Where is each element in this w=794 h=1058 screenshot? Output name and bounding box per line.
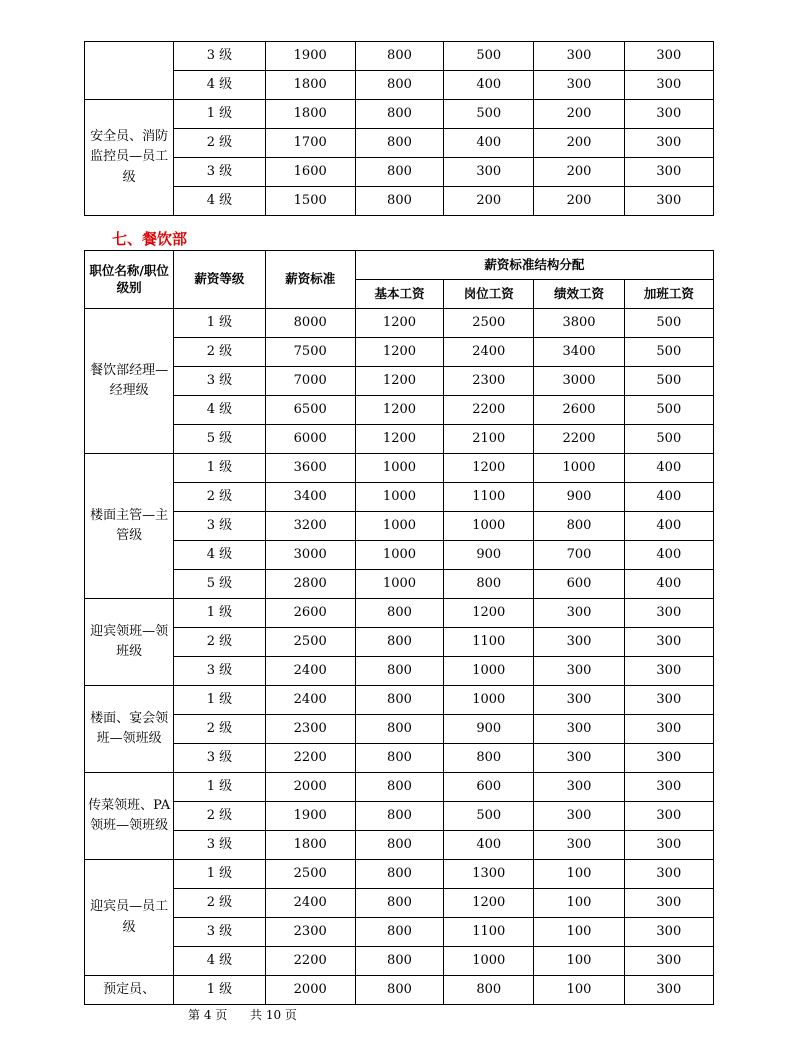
basic-cell: 1000 bbox=[355, 512, 443, 541]
position-cell bbox=[85, 42, 174, 100]
table-row bbox=[85, 454, 714, 483]
standard-cell: 3400 bbox=[265, 483, 355, 512]
position-cell: 楼面主管—主管级 bbox=[85, 454, 174, 599]
performance-cell: 200 bbox=[534, 158, 624, 187]
grade-cell: 3 级 bbox=[174, 657, 265, 686]
overtime-cell: 300 bbox=[624, 744, 713, 773]
grade-cell: 1 级 bbox=[174, 454, 265, 483]
overtime-cell: 300 bbox=[624, 976, 713, 1005]
overtime-cell: 300 bbox=[624, 715, 713, 744]
standard-cell: 2600 bbox=[265, 599, 355, 628]
standard-cell: 2000 bbox=[265, 773, 355, 802]
position-cell: 楼面、宴会领班—领班级 bbox=[85, 686, 174, 773]
grade-cell: 3 级 bbox=[174, 158, 265, 187]
standard-cell: 7500 bbox=[265, 338, 355, 367]
overtime-cell: 300 bbox=[624, 802, 713, 831]
post-cell: 1200 bbox=[444, 599, 534, 628]
table-row bbox=[85, 976, 714, 1005]
post-cell: 1000 bbox=[444, 947, 534, 976]
standard-cell: 1600 bbox=[265, 158, 355, 187]
performance-cell: 300 bbox=[534, 599, 624, 628]
catering-salary-table bbox=[84, 250, 714, 1005]
performance-cell: 3000 bbox=[534, 367, 624, 396]
overtime-cell: 500 bbox=[624, 338, 713, 367]
performance-cell: 200 bbox=[534, 129, 624, 158]
basic-cell: 800 bbox=[355, 889, 443, 918]
grade-cell: 2 级 bbox=[174, 129, 265, 158]
performance-cell: 300 bbox=[534, 715, 624, 744]
overtime-cell: 300 bbox=[624, 187, 713, 216]
table-row bbox=[85, 744, 714, 773]
header-performance: 绩效工资 bbox=[534, 280, 624, 309]
table-row bbox=[85, 802, 714, 831]
basic-cell: 800 bbox=[355, 831, 443, 860]
performance-cell: 3400 bbox=[534, 338, 624, 367]
post-cell: 1000 bbox=[444, 657, 534, 686]
position-cell: 迎宾领班—领班级 bbox=[85, 599, 174, 686]
overtime-cell: 400 bbox=[624, 570, 713, 599]
grade-cell: 2 级 bbox=[174, 802, 265, 831]
post-cell: 300 bbox=[444, 158, 534, 187]
header-position: 职位名称/职位级别 bbox=[85, 251, 174, 309]
standard-cell: 6500 bbox=[265, 396, 355, 425]
basic-cell: 1200 bbox=[355, 396, 443, 425]
table-row bbox=[85, 599, 714, 628]
performance-cell: 3800 bbox=[534, 309, 624, 338]
basic-cell: 1000 bbox=[355, 570, 443, 599]
overtime-cell: 300 bbox=[624, 599, 713, 628]
overtime-cell: 300 bbox=[624, 889, 713, 918]
page-number: 第 4 页 bbox=[188, 1008, 228, 1022]
grade-cell: 1 级 bbox=[174, 976, 265, 1005]
table-row bbox=[85, 42, 714, 71]
post-cell: 800 bbox=[444, 744, 534, 773]
standard-cell: 2400 bbox=[265, 686, 355, 715]
performance-cell: 300 bbox=[534, 744, 624, 773]
standard-cell: 3600 bbox=[265, 454, 355, 483]
header-post: 岗位工资 bbox=[444, 280, 534, 309]
grade-cell: 1 级 bbox=[174, 599, 265, 628]
standard-cell: 1500 bbox=[265, 187, 355, 216]
post-cell: 1100 bbox=[444, 483, 534, 512]
performance-cell: 100 bbox=[534, 889, 624, 918]
table-row bbox=[85, 773, 714, 802]
performance-cell: 300 bbox=[534, 628, 624, 657]
table-row bbox=[85, 129, 714, 158]
performance-cell: 100 bbox=[534, 976, 624, 1005]
standard-cell: 2400 bbox=[265, 657, 355, 686]
standard-cell: 2300 bbox=[265, 715, 355, 744]
basic-cell: 1200 bbox=[355, 367, 443, 396]
basic-cell: 800 bbox=[355, 802, 443, 831]
performance-cell: 300 bbox=[534, 773, 624, 802]
basic-cell: 800 bbox=[355, 918, 443, 947]
grade-cell: 4 级 bbox=[174, 71, 265, 100]
post-cell: 1100 bbox=[444, 918, 534, 947]
performance-cell: 700 bbox=[534, 541, 624, 570]
basic-cell: 1200 bbox=[355, 338, 443, 367]
performance-cell: 300 bbox=[534, 686, 624, 715]
standard-cell: 2300 bbox=[265, 918, 355, 947]
performance-cell: 2200 bbox=[534, 425, 624, 454]
table-row bbox=[85, 338, 714, 367]
table-row bbox=[85, 309, 714, 338]
performance-cell: 300 bbox=[534, 42, 624, 71]
post-cell: 2400 bbox=[444, 338, 534, 367]
post-cell: 600 bbox=[444, 773, 534, 802]
post-cell: 500 bbox=[444, 100, 534, 129]
overtime-cell: 300 bbox=[624, 686, 713, 715]
table-row bbox=[85, 187, 714, 216]
grade-cell: 4 级 bbox=[174, 541, 265, 570]
standard-cell: 2200 bbox=[265, 744, 355, 773]
post-cell: 400 bbox=[444, 831, 534, 860]
grade-cell: 3 级 bbox=[174, 744, 265, 773]
basic-cell: 800 bbox=[355, 976, 443, 1005]
overtime-cell: 300 bbox=[624, 158, 713, 187]
table-row bbox=[85, 71, 714, 100]
performance-cell: 300 bbox=[534, 71, 624, 100]
table-row bbox=[85, 100, 714, 129]
performance-cell: 100 bbox=[534, 947, 624, 976]
table-row bbox=[85, 657, 714, 686]
post-cell: 400 bbox=[444, 71, 534, 100]
position-cell: 预定员、 bbox=[85, 976, 174, 1005]
post-cell: 1300 bbox=[444, 860, 534, 889]
post-cell: 900 bbox=[444, 715, 534, 744]
position-cell: 餐饮部经理—经理级 bbox=[85, 309, 174, 454]
performance-cell: 300 bbox=[534, 831, 624, 860]
post-cell: 2500 bbox=[444, 309, 534, 338]
page-total: 共 10 页 bbox=[250, 1008, 297, 1022]
basic-cell: 800 bbox=[355, 657, 443, 686]
overtime-cell: 400 bbox=[624, 541, 713, 570]
post-cell: 1100 bbox=[444, 628, 534, 657]
overtime-cell: 400 bbox=[624, 483, 713, 512]
basic-cell: 1000 bbox=[355, 483, 443, 512]
grade-cell: 2 级 bbox=[174, 715, 265, 744]
post-cell: 1000 bbox=[444, 686, 534, 715]
grade-cell: 1 级 bbox=[174, 686, 265, 715]
basic-cell: 800 bbox=[355, 744, 443, 773]
table-row bbox=[85, 860, 714, 889]
grade-cell: 4 级 bbox=[174, 396, 265, 425]
overtime-cell: 300 bbox=[624, 918, 713, 947]
grade-cell: 1 级 bbox=[174, 100, 265, 129]
grade-cell: 3 级 bbox=[174, 512, 265, 541]
overtime-cell: 500 bbox=[624, 396, 713, 425]
grade-cell: 5 级 bbox=[174, 570, 265, 599]
post-cell: 1200 bbox=[444, 454, 534, 483]
grade-cell: 1 级 bbox=[174, 860, 265, 889]
performance-cell: 100 bbox=[534, 918, 624, 947]
table-row bbox=[85, 570, 714, 599]
basic-cell: 800 bbox=[355, 100, 443, 129]
salary-table-continued bbox=[84, 41, 714, 216]
post-cell: 2300 bbox=[444, 367, 534, 396]
header-grade: 薪资等级 bbox=[174, 251, 265, 309]
basic-cell: 800 bbox=[355, 715, 443, 744]
performance-cell: 300 bbox=[534, 657, 624, 686]
post-cell: 1200 bbox=[444, 889, 534, 918]
standard-cell: 1800 bbox=[265, 100, 355, 129]
overtime-cell: 300 bbox=[624, 129, 713, 158]
overtime-cell: 300 bbox=[624, 947, 713, 976]
post-cell: 2200 bbox=[444, 396, 534, 425]
grade-cell: 2 级 bbox=[174, 338, 265, 367]
basic-cell: 800 bbox=[355, 773, 443, 802]
table-row bbox=[85, 947, 714, 976]
standard-cell: 1800 bbox=[265, 71, 355, 100]
post-cell: 400 bbox=[444, 129, 534, 158]
grade-cell: 3 级 bbox=[174, 918, 265, 947]
table-row bbox=[85, 158, 714, 187]
basic-cell: 800 bbox=[355, 686, 443, 715]
grade-cell: 3 级 bbox=[174, 42, 265, 71]
header-standard: 薪资标准 bbox=[265, 251, 355, 309]
standard-cell: 2800 bbox=[265, 570, 355, 599]
basic-cell: 1200 bbox=[355, 425, 443, 454]
table-row bbox=[85, 831, 714, 860]
performance-cell: 200 bbox=[534, 187, 624, 216]
post-cell: 2100 bbox=[444, 425, 534, 454]
basic-cell: 800 bbox=[355, 628, 443, 657]
table-row bbox=[85, 396, 714, 425]
position-cell: 传菜领班、PA 领班—领班级 bbox=[85, 773, 174, 860]
overtime-cell: 300 bbox=[624, 71, 713, 100]
standard-cell: 3000 bbox=[265, 541, 355, 570]
post-cell: 800 bbox=[444, 976, 534, 1005]
performance-cell: 200 bbox=[534, 100, 624, 129]
standard-cell: 2200 bbox=[265, 947, 355, 976]
grade-cell: 4 级 bbox=[174, 187, 265, 216]
header-overtime: 加班工资 bbox=[624, 280, 713, 309]
performance-cell: 900 bbox=[534, 483, 624, 512]
overtime-cell: 500 bbox=[624, 367, 713, 396]
header-structure: 薪资标准结构分配 bbox=[355, 251, 713, 280]
table-row bbox=[85, 715, 714, 744]
post-cell: 200 bbox=[444, 187, 534, 216]
post-cell: 1000 bbox=[444, 512, 534, 541]
post-cell: 800 bbox=[444, 570, 534, 599]
table-row bbox=[85, 541, 714, 570]
standard-cell: 2500 bbox=[265, 628, 355, 657]
standard-cell: 2000 bbox=[265, 976, 355, 1005]
standard-cell: 1700 bbox=[265, 129, 355, 158]
basic-cell: 1200 bbox=[355, 309, 443, 338]
table-row bbox=[85, 686, 714, 715]
standard-cell: 7000 bbox=[265, 367, 355, 396]
basic-cell: 800 bbox=[355, 158, 443, 187]
basic-cell: 800 bbox=[355, 129, 443, 158]
basic-cell: 800 bbox=[355, 71, 443, 100]
table-row bbox=[85, 483, 714, 512]
post-cell: 500 bbox=[444, 802, 534, 831]
table-row bbox=[85, 918, 714, 947]
overtime-cell: 500 bbox=[624, 309, 713, 338]
table-row bbox=[85, 367, 714, 396]
performance-cell: 1000 bbox=[534, 454, 624, 483]
table-row bbox=[85, 425, 714, 454]
overtime-cell: 300 bbox=[624, 831, 713, 860]
grade-cell: 3 级 bbox=[174, 831, 265, 860]
basic-cell: 800 bbox=[355, 860, 443, 889]
grade-cell: 3 级 bbox=[174, 367, 265, 396]
standard-cell: 8000 bbox=[265, 309, 355, 338]
standard-cell: 2500 bbox=[265, 860, 355, 889]
performance-cell: 300 bbox=[534, 802, 624, 831]
standard-cell: 6000 bbox=[265, 425, 355, 454]
grade-cell: 2 级 bbox=[174, 628, 265, 657]
grade-cell: 5 级 bbox=[174, 425, 265, 454]
post-cell: 500 bbox=[444, 42, 534, 71]
grade-cell: 2 级 bbox=[174, 483, 265, 512]
performance-cell: 800 bbox=[534, 512, 624, 541]
overtime-cell: 500 bbox=[624, 425, 713, 454]
performance-cell: 100 bbox=[534, 860, 624, 889]
basic-cell: 800 bbox=[355, 947, 443, 976]
table-row bbox=[85, 512, 714, 541]
standard-cell: 2400 bbox=[265, 889, 355, 918]
overtime-cell: 300 bbox=[624, 628, 713, 657]
table-row bbox=[85, 889, 714, 918]
standard-cell: 1800 bbox=[265, 831, 355, 860]
position-cell: 迎宾员—员工级 bbox=[85, 860, 174, 976]
basic-cell: 1000 bbox=[355, 454, 443, 483]
grade-cell: 4 级 bbox=[174, 947, 265, 976]
overtime-cell: 300 bbox=[624, 100, 713, 129]
basic-cell: 800 bbox=[355, 599, 443, 628]
overtime-cell: 300 bbox=[624, 42, 713, 71]
grade-cell: 1 级 bbox=[174, 773, 265, 802]
overtime-cell: 300 bbox=[624, 860, 713, 889]
performance-cell: 2600 bbox=[534, 396, 624, 425]
overtime-cell: 300 bbox=[624, 773, 713, 802]
position-cell: 安全员、消防监控员—员工级 bbox=[85, 100, 174, 216]
standard-cell: 3200 bbox=[265, 512, 355, 541]
grade-cell: 1 级 bbox=[174, 309, 265, 338]
header-basic: 基本工资 bbox=[355, 280, 443, 309]
basic-cell: 1000 bbox=[355, 541, 443, 570]
standard-cell: 1900 bbox=[265, 802, 355, 831]
performance-cell: 600 bbox=[534, 570, 624, 599]
standard-cell: 1900 bbox=[265, 42, 355, 71]
overtime-cell: 300 bbox=[624, 657, 713, 686]
basic-cell: 800 bbox=[355, 42, 443, 71]
grade-cell: 2 级 bbox=[174, 889, 265, 918]
table-row bbox=[85, 628, 714, 657]
post-cell: 900 bbox=[444, 541, 534, 570]
section-title: 七、餐饮部 bbox=[112, 230, 188, 248]
overtime-cell: 400 bbox=[624, 512, 713, 541]
basic-cell: 800 bbox=[355, 187, 443, 216]
overtime-cell: 400 bbox=[624, 454, 713, 483]
